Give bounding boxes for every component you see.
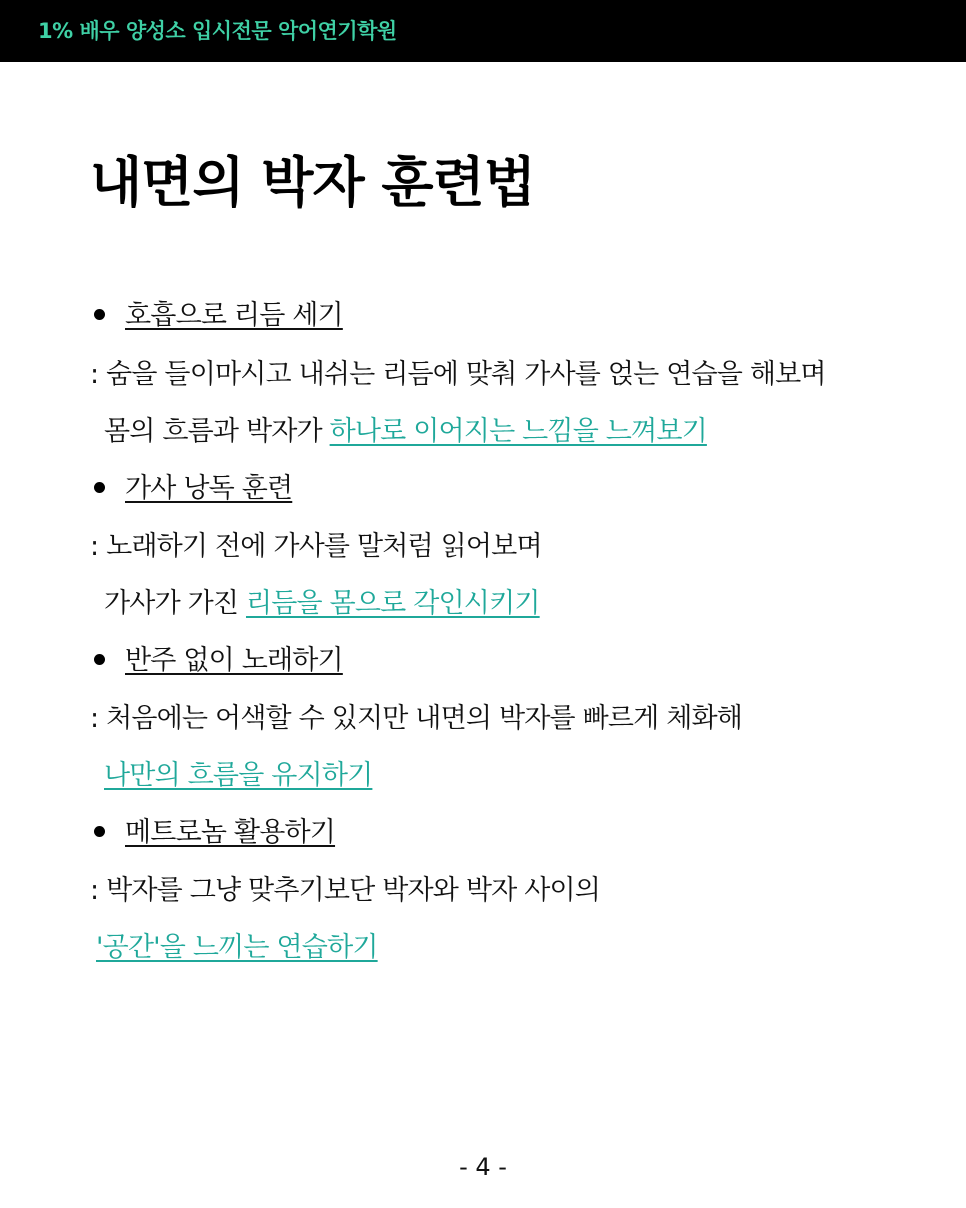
- section-heading-text: 메트로놈 활용하기: [125, 817, 336, 848]
- plain-text: 가사가 가진: [104, 588, 246, 619]
- section-text-line: : 숨을 들이마시고 내쉬는 리듬에 맞춰 가사를 얹는 연습을 해보며: [90, 359, 826, 390]
- highlight-text: 하나로 이어지는 느낌을 느껴보기: [329, 416, 707, 447]
- page-title: 내면의 박자 훈련법: [90, 151, 535, 214]
- brand-name: 1% 배우 양성소 입시전문 악어연기학원: [38, 19, 397, 43]
- section-heading-lyrics-reading: [94, 466, 292, 505]
- section-text-line: : 박자를 그냥 맞추기보단 박자와 박자 사이의: [90, 875, 601, 906]
- section-heading-text: 호흡으로 리듬 세기: [125, 300, 343, 331]
- section-text-line: [104, 753, 372, 792]
- section-heading-metronome: [94, 810, 335, 849]
- bullet-icon: [94, 309, 105, 320]
- section-text-line: [96, 925, 378, 964]
- section-heading-text: 가사 낭독 훈련: [125, 473, 293, 504]
- bullet-icon: [94, 826, 105, 837]
- section-heading-text: 반주 없이 노래하기: [125, 645, 343, 676]
- highlight-text: 리듬을 몸으로 각인시키기: [245, 588, 540, 619]
- section-text-line: : 노래하기 전에 가사를 말처럼 읽어보며: [90, 531, 542, 562]
- highlight-text: '공간'을 느끼는 연습하기: [96, 932, 378, 963]
- bullet-icon: [94, 482, 105, 493]
- header-bar: [0, 0, 966, 62]
- section-text-line: [104, 409, 707, 448]
- plain-text: 몸의 흐름과 박자가: [104, 416, 330, 447]
- highlight-text: 나만의 흐름을 유지하기: [104, 760, 373, 791]
- section-heading-no-accompaniment: [94, 638, 343, 677]
- section-heading-breathing: [94, 293, 343, 332]
- section-text-line: : 처음에는 어색할 수 있지만 내면의 박자를 빠르게 체화해: [90, 703, 743, 734]
- section-text-line: [104, 581, 540, 620]
- page-number: - 4 -: [459, 1153, 507, 1181]
- bullet-icon: [94, 654, 105, 665]
